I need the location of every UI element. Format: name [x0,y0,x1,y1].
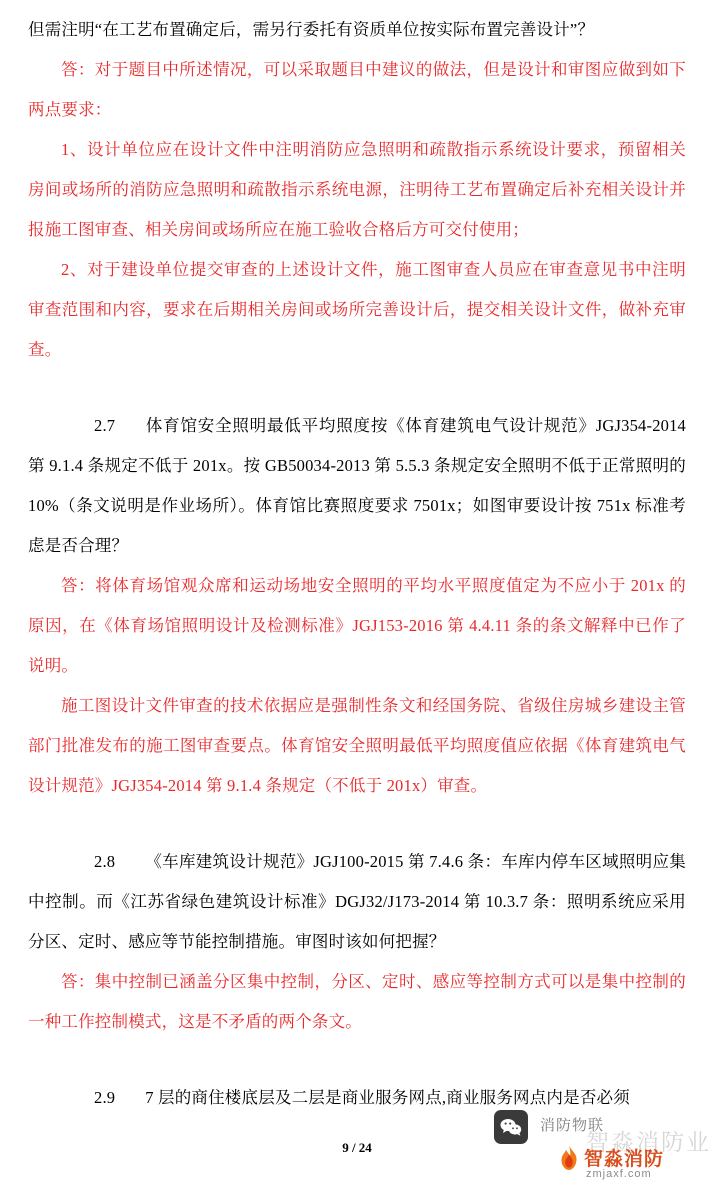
flame-icon [558,1145,580,1171]
page-number: 9 / 24 [342,1140,372,1155]
watermark-account-name: 消防物联 [540,1117,605,1134]
watermark-url: zmjaxf.com [586,1168,652,1180]
question-text-2-8: 《车库建筑设计规范》JGJ100-2015 第 7.4.6 条：车库内停车区域照明应集中控制。而《江苏省绿色建筑设计标准》DGJ32/J173-2014 第 10.3.7 条：照明系统应采用分区、定时、感应等节能控制措施。审图时该如何把握？ [28,852,686,951]
answer-2-8: 答：集中控制已涵盖分区集中控制，分区、定时、感应等控制方式可以是集中控制的一种工作控制模式，这是不矛盾的两个条文。 [28,972,686,1031]
answer-2-7-part-1: 答：将体育场馆观众席和运动场地安全照明的平均水平照度值定为不应小于 201x 的原因，在《体育场馆照明设计及检测标准》JGJ153-2016 第 4.4.11 条的条文解释中已作了说明。 [28,576,686,675]
answer-2-7-part-2: 施工图设计文件审查的技术依据应是强制性条文和经国务院、省级住房城乡建设主管部门批准发布的施工图审查要点。体育馆安全照明最低平均照度值应依据《体育建筑电气设计规范》JGJ354-2014 第 9.1.4 条规定（不低于 201x）审查。 [28,696,686,795]
paragraph-p1: 但需注明“在工艺布置确定后，需另行委托有资质单位按实际布置完善设计”？ [28,20,595,39]
wechat-icon [494,1110,528,1144]
section-spacer [28,370,686,406]
question-text-2-7: 体育馆安全照明最低平均照度按《体育建筑电气设计规范》JGJ354-2014 第 9.1.4 条规定不低于 201x。按 GB50034-2013 第 5.5.3 条规定安全照明不低于正常照明的 10%（条文说明是作业场所）。体育馆比赛照度要求 7501x；如图审要设计按 751x 标准考虑是否合理？ [28,416,686,555]
watermark-brand: 智淼消防 [584,1149,665,1170]
watermark [494,1108,711,1182]
question-number-2-9: 2.9 [94,1088,116,1107]
paragraph-p4: 2、对于建设单位提交审查的上述设计文件，施工图审查人员应在审查意见书中注明审查范围和内容，要求在后期相关房间或场所完善设计后，提交相关设计文件，做补充审查。 [28,260,686,359]
section-spacer-3 [28,1042,686,1078]
section-spacer-2 [28,806,686,842]
watermark-ghost-text: 智淼消防业 [586,1129,711,1155]
question-2-7 [28,406,686,566]
question-number-2-8: 2.8 [94,852,116,871]
question-number-2-7: 2.7 [94,416,116,435]
question-text-2-9: 7 层的商住楼底层及二层是商业服务网点,商业服务网点内是否必须 [145,1088,630,1107]
question-2-8 [28,842,686,962]
paragraph-p2: 答：对于题目中所述情况，可以采取题目中建议的做法，但是设计和审图应做到如下两点要求： [28,60,686,119]
paragraph-p3: 1、设计单位应在设计文件中注明消防应急照明和疏散指示系统设计要求，预留相关房间或场所的消防应急照明和疏散指示系统电源，注明待工艺布置确定后补充相关设计并报施工图审查、相关房间或场所应在施工验收合格后方可交付使用； [28,140,686,239]
watermark-logo [558,1144,664,1171]
